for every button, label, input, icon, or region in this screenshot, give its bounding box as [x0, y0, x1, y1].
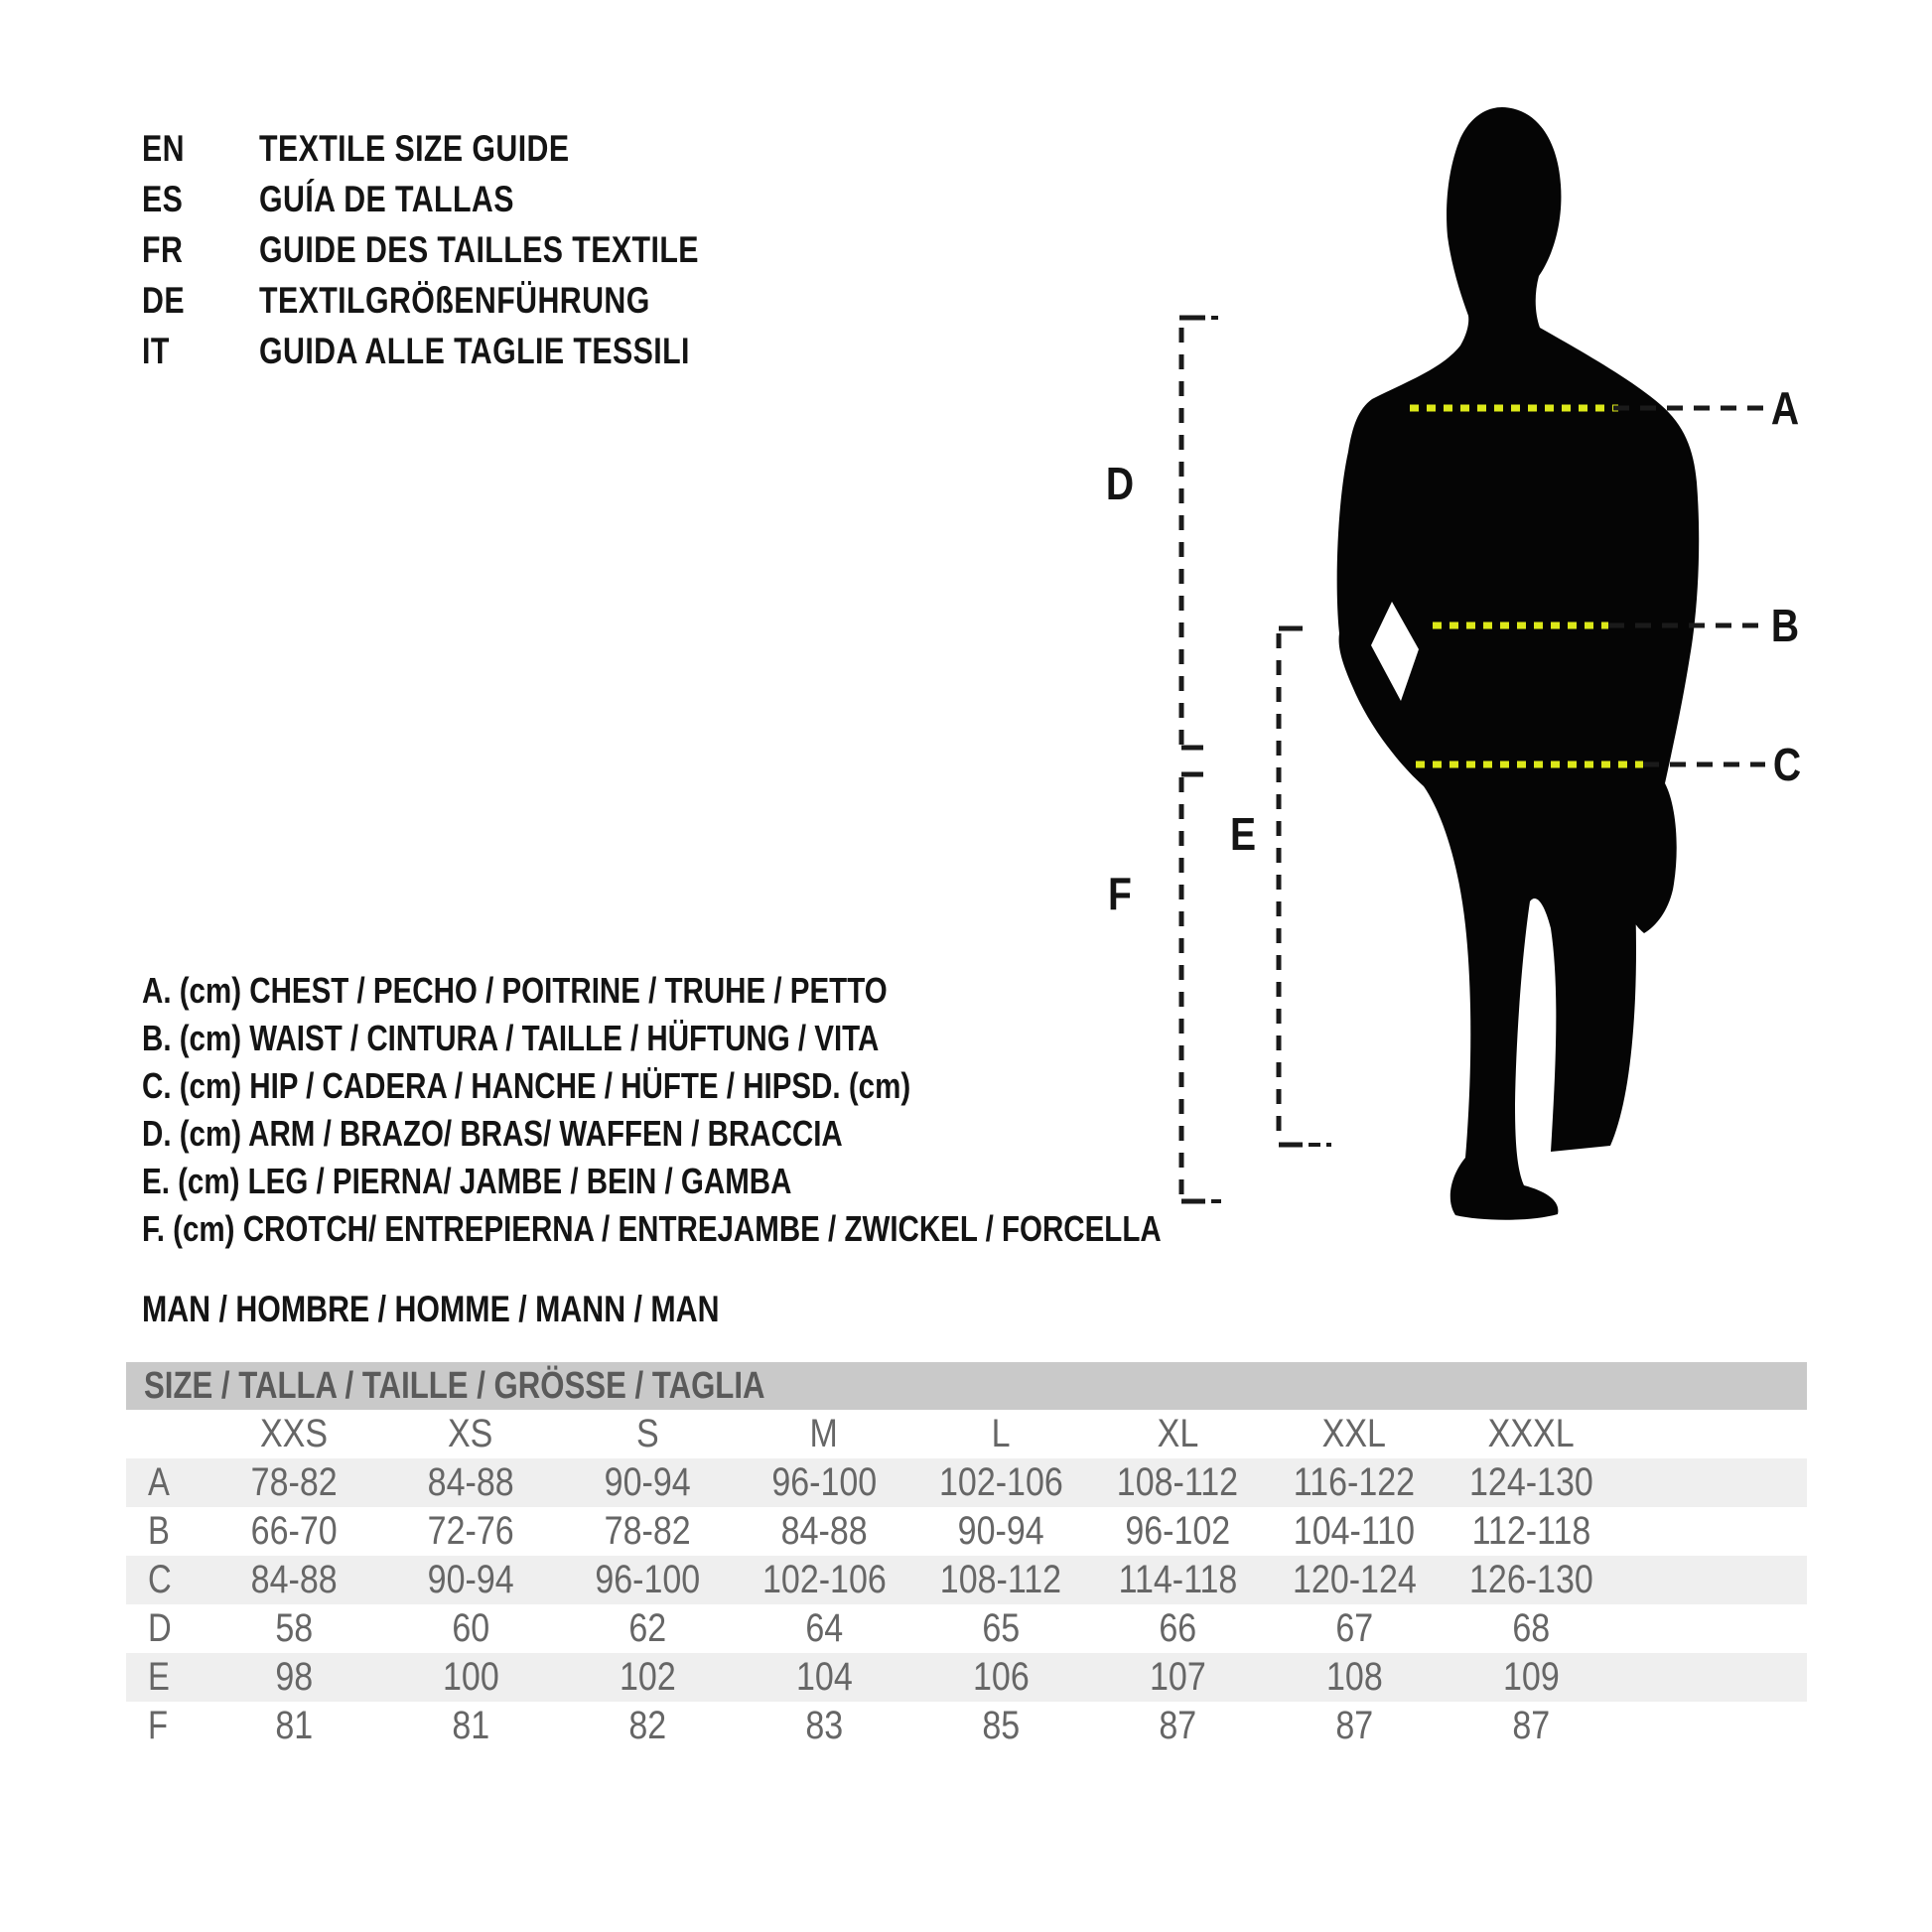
- size-cell: 68: [1512, 1606, 1550, 1650]
- size-table-grid: [126, 1410, 1807, 1750]
- size-table-row: [126, 1653, 1807, 1702]
- spacer-cell: [1619, 1704, 1807, 1748]
- size-cell: 100: [442, 1655, 499, 1699]
- size-column-header: S: [635, 1412, 659, 1455]
- row-label: E: [148, 1655, 170, 1699]
- arm-label: D: [1105, 458, 1135, 509]
- size-table-header-bar: [126, 1362, 1807, 1410]
- size-cell: 87: [1335, 1704, 1373, 1747]
- row-label: F: [148, 1704, 169, 1747]
- size-cell: 108-112: [1116, 1460, 1239, 1504]
- size-cell: 96-100: [595, 1558, 700, 1601]
- size-cell: 98: [275, 1655, 313, 1699]
- size-cell: 84-88: [250, 1558, 338, 1601]
- size-table-row: [126, 1702, 1807, 1750]
- lang-code: EN: [142, 128, 185, 169]
- lang-title: GUÍA DE TALLAS: [259, 179, 514, 219]
- size-cell: 126-130: [1468, 1558, 1593, 1601]
- lang-title: TEXTILGRÖßENFÜHRUNG: [259, 280, 650, 321]
- lang-code: FR: [142, 229, 184, 270]
- size-cell: 84-88: [780, 1509, 868, 1553]
- lang-row-fr: [142, 226, 795, 274]
- size-cell: 107: [1149, 1655, 1206, 1699]
- size-cell: 90-94: [957, 1509, 1044, 1553]
- size-table-row: [126, 1556, 1807, 1604]
- legend-leg: E. (cm) LEG / PIERNA/ JAMBE / BEIN / GAMBA: [142, 1161, 792, 1201]
- size-column-header: XXXL: [1487, 1412, 1575, 1455]
- size-cell: 81: [452, 1704, 489, 1747]
- crotch-label: F: [1108, 868, 1132, 919]
- size-cell: 104-110: [1293, 1509, 1416, 1553]
- size-cell: 78-82: [604, 1509, 691, 1553]
- size-column-header: XXS: [259, 1412, 329, 1455]
- size-cell: 116-122: [1293, 1460, 1416, 1504]
- size-cell: 83: [805, 1704, 843, 1747]
- size-cell: 62: [628, 1606, 666, 1650]
- spacer-cell: [1619, 1412, 1807, 1456]
- size-column-header: L: [991, 1412, 1011, 1455]
- size-cell: 82: [628, 1704, 666, 1747]
- leg-label: E: [1229, 808, 1257, 860]
- row-label: B: [148, 1509, 170, 1553]
- legend-chest: A. (cm) CHEST / PECHO / POITRINE / TRUHE / PETTO: [142, 970, 888, 1011]
- size-cell: 90-94: [427, 1558, 514, 1601]
- size-cell: 78-82: [250, 1460, 338, 1504]
- row-label: A: [148, 1460, 170, 1504]
- chest-label: A: [1770, 382, 1800, 434]
- lang-code: ES: [142, 179, 184, 219]
- size-cell: 102-106: [761, 1558, 887, 1601]
- size-cell: 102-106: [938, 1460, 1063, 1504]
- size-cell: 108: [1325, 1655, 1383, 1699]
- size-cell: 114-118: [1118, 1558, 1237, 1601]
- lang-code: DE: [142, 280, 185, 321]
- legend-waist: B. (cm) WAIST / CINTURA / TAILLE / HÜFTUNG / VITA: [142, 1018, 880, 1058]
- size-table-row: [126, 1458, 1807, 1507]
- size-corner-cell: [126, 1412, 206, 1456]
- size-column-header: M: [809, 1412, 839, 1455]
- size-table: [126, 1362, 1807, 1750]
- size-cell: 84-88: [427, 1460, 514, 1504]
- size-cell: 65: [982, 1606, 1020, 1650]
- size-cell: 81: [275, 1704, 313, 1747]
- size-cell: 96-100: [771, 1460, 877, 1504]
- lang-row-de: [142, 277, 736, 325]
- size-cell: 87: [1159, 1704, 1196, 1747]
- size-cell: 109: [1502, 1655, 1560, 1699]
- size-cell: 108-112: [939, 1558, 1062, 1601]
- size-cell: 64: [805, 1606, 843, 1650]
- legend-arm: D. (cm) ARM / BRAZO/ BRAS/ WAFFEN / BRACCIA: [142, 1113, 843, 1154]
- spacer-cell: [1619, 1509, 1807, 1554]
- size-cell: 112-118: [1471, 1509, 1590, 1553]
- size-cell: 90-94: [604, 1460, 691, 1504]
- row-label: D: [148, 1606, 172, 1650]
- lang-code: IT: [142, 331, 170, 371]
- lang-row-en: [142, 125, 637, 173]
- size-cell: 102: [619, 1655, 676, 1699]
- size-cell: 66-70: [250, 1509, 338, 1553]
- size-cell: 96-102: [1125, 1509, 1230, 1553]
- size-column-header: XXL: [1321, 1412, 1387, 1455]
- size-cell: 58: [275, 1606, 313, 1650]
- lang-title: TEXTILE SIZE GUIDE: [259, 128, 570, 169]
- size-cell: 124-130: [1468, 1460, 1593, 1504]
- size-cell: 120-124: [1292, 1558, 1417, 1601]
- hip-label: C: [1772, 739, 1802, 790]
- category-line: MAN / HOMBRE / HOMME / MANN / MAN: [142, 1289, 720, 1329]
- size-cell: 104: [795, 1655, 853, 1699]
- spacer-cell: [1619, 1606, 1807, 1651]
- size-table-row: [126, 1604, 1807, 1653]
- size-table-row: [126, 1507, 1807, 1556]
- spacer-cell: [1619, 1460, 1807, 1505]
- lang-title: GUIDA ALLE TAGLIE TESSILI: [259, 331, 690, 371]
- size-cell: 67: [1335, 1606, 1373, 1650]
- legend-crotch: F. (cm) CROTCH/ ENTREPIERNA / ENTREJAMBE / ZWICKEL / FORCELLA: [142, 1208, 1162, 1249]
- size-cell: 72-76: [427, 1509, 514, 1553]
- spacer-cell: [1619, 1558, 1807, 1602]
- size-cell: 85: [982, 1704, 1020, 1747]
- lang-row-es: [142, 176, 570, 223]
- size-table-title: SIZE / TALLA / TAILLE / GRÖSSE / TAGLIA: [144, 1364, 765, 1407]
- size-columns-row: [126, 1410, 1807, 1458]
- spacer-cell: [1619, 1655, 1807, 1700]
- waist-label: B: [1770, 600, 1800, 651]
- size-cell: 60: [452, 1606, 489, 1650]
- size-column-header: XL: [1157, 1412, 1198, 1455]
- size-cell: 87: [1512, 1704, 1550, 1747]
- size-column-header: XS: [448, 1412, 493, 1455]
- lang-row-it: [142, 328, 784, 375]
- size-cell: 66: [1159, 1606, 1196, 1650]
- row-label: C: [148, 1558, 172, 1601]
- legend-hip: C. (cm) HIP / CADERA / HANCHE / HÜFTE / HIPSD. (cm): [142, 1065, 911, 1106]
- size-cell: 106: [972, 1655, 1030, 1699]
- lang-title: GUIDE DES TAILLES TEXTILE: [259, 229, 699, 270]
